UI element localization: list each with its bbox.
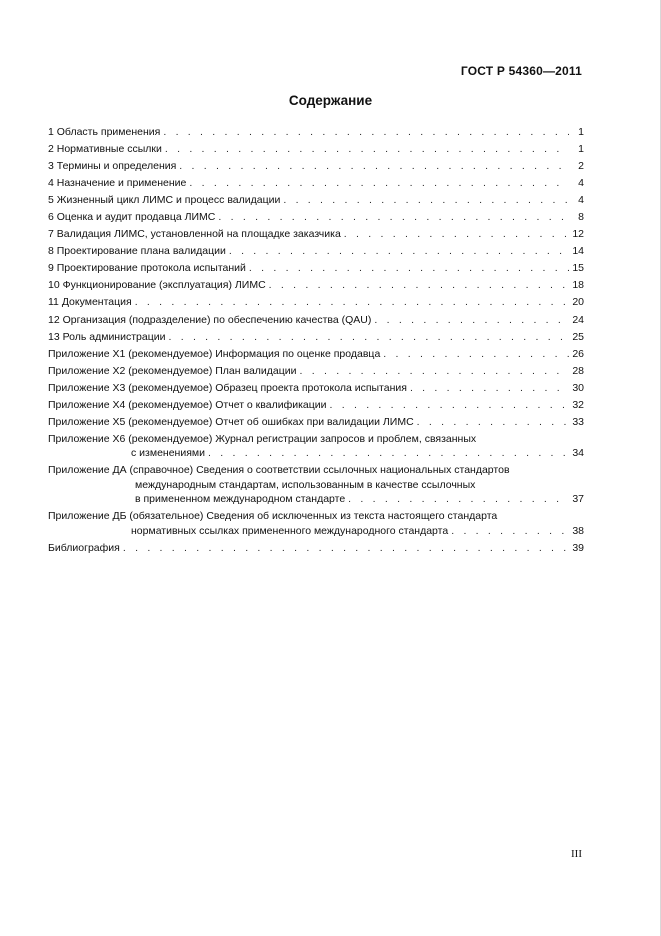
toc-page-number: 14 bbox=[572, 245, 584, 258]
toc-entry-label: 6 Оценка и аудит продавца ЛИМС bbox=[48, 211, 216, 224]
standard-code: ГОСТ Р 54360—2011 bbox=[460, 64, 582, 78]
toc-leader-dots bbox=[189, 176, 569, 191]
page-title: Содержание bbox=[288, 93, 373, 108]
toc-entry-label: с изменениями bbox=[131, 447, 205, 460]
toc-entry-text bbox=[48, 509, 572, 538]
toc-page-number: 38 bbox=[572, 524, 584, 537]
toc-entry-label: Приложение ДБ (обязательное) Сведения об исключенных из текста настоящего стандарта bbox=[48, 510, 498, 523]
toc-entry-text bbox=[48, 381, 572, 396]
toc-entry[interactable] bbox=[48, 142, 584, 157]
toc-entry-label: международным стандартам, использованным в качестве ссылочных bbox=[135, 478, 476, 491]
toc-entry-label: 10 Функционирование (эксплуатация) ЛИМС bbox=[48, 279, 266, 292]
toc-leader-dots bbox=[344, 227, 569, 242]
toc-entry[interactable] bbox=[48, 541, 584, 556]
toc-page-number: 20 bbox=[572, 296, 584, 309]
toc-page-number: 24 bbox=[572, 313, 584, 326]
toc-page-number: 18 bbox=[572, 279, 584, 292]
toc-entry-label: 2 Нормативные ссылки bbox=[48, 143, 162, 156]
toc-page-number: 1 bbox=[578, 143, 584, 156]
toc-entry[interactable] bbox=[48, 364, 584, 379]
toc-leader-dots bbox=[451, 524, 569, 539]
toc-entry-label: Приложение Х4 (рекомендуемое) Отчет о квалификации bbox=[48, 398, 327, 411]
toc-leader-dots bbox=[123, 541, 569, 556]
toc-leader-dots bbox=[374, 313, 569, 328]
toc-entry-text bbox=[48, 193, 572, 208]
toc-page-number: 37 bbox=[572, 493, 584, 506]
toc-leader-dots bbox=[229, 244, 569, 259]
toc-entry-text bbox=[48, 432, 572, 461]
toc-leader-dots bbox=[300, 364, 570, 379]
toc-page-number: 34 bbox=[572, 447, 584, 460]
toc-entry-label: Приложение Х3 (рекомендуемое) Образец проекта протокола испытания bbox=[48, 381, 407, 394]
toc-page-number: 4 bbox=[578, 177, 584, 190]
toc-page-number: 12 bbox=[572, 228, 584, 241]
toc-entry-label: 3 Термины и определения bbox=[48, 160, 177, 173]
toc-leader-dots bbox=[168, 330, 569, 345]
toc-leader-dots bbox=[329, 398, 569, 413]
toc-entry[interactable] bbox=[48, 463, 584, 507]
toc-page-number: 39 bbox=[572, 541, 584, 554]
toc-leader-dots bbox=[208, 446, 569, 461]
toc-entry-label: 8 Проектирование плана валидации bbox=[48, 245, 226, 258]
toc-entry-label: Приложение Х6 (рекомендуемое) Журнал регистрации запросов и проблем, связанных bbox=[48, 432, 477, 445]
toc-entry-text bbox=[48, 398, 572, 413]
toc-entry-label: Приложение Х5 (рекомендуемое) Отчет об ошибках при валидации ЛИМС bbox=[48, 415, 414, 428]
toc-entry-label: 1 Область применения bbox=[48, 126, 161, 138]
toc-entry[interactable] bbox=[48, 347, 584, 362]
toc-entry[interactable] bbox=[48, 432, 584, 461]
toc-page-number: 2 bbox=[578, 160, 584, 173]
toc-entry-text bbox=[48, 347, 572, 362]
toc-leader-dots bbox=[269, 278, 569, 293]
toc-leader-dots bbox=[417, 415, 569, 430]
toc-page-number: 4 bbox=[578, 194, 584, 207]
toc-entry[interactable] bbox=[48, 261, 584, 276]
toc-entry-label: 12 Организация (подразделение) по обеспечению качества (QAU) bbox=[48, 313, 372, 326]
toc-entry-text bbox=[48, 415, 572, 430]
toc-entry-text bbox=[48, 541, 572, 556]
toc-entry[interactable] bbox=[48, 381, 584, 396]
toc-entry-label: в примененном международном стандарте bbox=[135, 493, 346, 506]
toc-entry[interactable] bbox=[48, 210, 584, 225]
toc-entry[interactable] bbox=[48, 295, 584, 310]
toc-entry-text bbox=[48, 364, 572, 379]
toc-entry-label: 13 Роль администрации bbox=[48, 330, 166, 343]
toc-leader-dots bbox=[163, 125, 569, 140]
toc-entry[interactable] bbox=[48, 330, 584, 345]
toc-entry-text bbox=[48, 278, 572, 293]
toc-entry[interactable] bbox=[48, 509, 584, 538]
toc-leader-dots bbox=[410, 381, 569, 396]
toc-entry-label: 7 Валидация ЛИМС, установленной на площадке заказчика bbox=[48, 228, 341, 241]
toc-entry[interactable] bbox=[48, 227, 584, 242]
toc-leader-dots bbox=[283, 193, 569, 208]
toc-entry-label: Приложение Х1 (рекомендуемое) Информация по оценке продавца bbox=[48, 347, 381, 360]
toc-leader-dots bbox=[249, 261, 569, 276]
toc-page-number: 30 bbox=[572, 381, 584, 394]
toc-entry-text bbox=[48, 295, 572, 310]
toc-entry[interactable] bbox=[48, 159, 584, 174]
toc-page-number: 1 bbox=[578, 126, 584, 138]
toc-entry-text bbox=[48, 463, 572, 507]
toc-page-number: 25 bbox=[572, 330, 584, 343]
toc-entry-label: 11 Документация bbox=[48, 296, 132, 309]
toc-leader-dots bbox=[218, 210, 569, 225]
toc-entry-text bbox=[48, 159, 572, 174]
toc-entry-text bbox=[48, 313, 572, 328]
toc-leader-dots bbox=[165, 142, 569, 157]
toc-entry[interactable] bbox=[48, 125, 584, 140]
toc-entry[interactable] bbox=[48, 398, 584, 413]
toc-entry-label: 4 Назначение и применение bbox=[48, 177, 187, 190]
toc-entry-label: 5 Жизненный цикл ЛИМС и процесс валидации bbox=[48, 194, 281, 207]
toc-entry[interactable] bbox=[48, 176, 584, 191]
toc-entry-label: Библиография bbox=[48, 541, 120, 554]
toc-entry[interactable] bbox=[48, 278, 584, 293]
toc-entry-text bbox=[48, 330, 572, 345]
toc-page-number: 33 bbox=[572, 415, 584, 428]
toc-entry[interactable] bbox=[48, 313, 584, 328]
toc-page-number: 26 bbox=[572, 347, 584, 360]
toc-page-number: 28 bbox=[572, 364, 584, 377]
toc-entry[interactable] bbox=[48, 415, 584, 430]
toc-leader-dots bbox=[383, 347, 569, 362]
toc-entry-text bbox=[48, 176, 572, 191]
toc-leader-dots bbox=[179, 159, 569, 174]
toc-entry-label: Приложение ДА (справочное) Сведения о соответствии ссылочных национальных стандартов bbox=[48, 464, 510, 477]
page-number: III bbox=[571, 848, 582, 860]
toc-entry-label: нормативных ссылках примененного международного стандарта bbox=[131, 524, 449, 537]
toc-entry-text bbox=[48, 210, 572, 225]
toc-entry-label: Приложение Х2 (рекомендуемое) План валидации bbox=[48, 364, 297, 377]
toc-leader-dots bbox=[135, 295, 569, 310]
toc-entry-text bbox=[48, 125, 572, 140]
toc-entry[interactable] bbox=[48, 193, 584, 208]
toc-entry-text bbox=[48, 261, 572, 276]
toc-entry-label: 9 Проектирование протокола испытаний bbox=[48, 262, 246, 275]
toc-entry-text bbox=[48, 244, 572, 259]
toc-entry-text bbox=[48, 142, 572, 157]
toc-page-number: 8 bbox=[578, 211, 584, 224]
toc-page-number: 32 bbox=[572, 398, 584, 411]
toc-page-number: 15 bbox=[572, 262, 584, 275]
table-of-contents bbox=[48, 125, 584, 558]
toc-entry-text bbox=[48, 227, 572, 242]
toc-entry[interactable] bbox=[48, 244, 584, 259]
toc-leader-dots bbox=[348, 492, 569, 507]
